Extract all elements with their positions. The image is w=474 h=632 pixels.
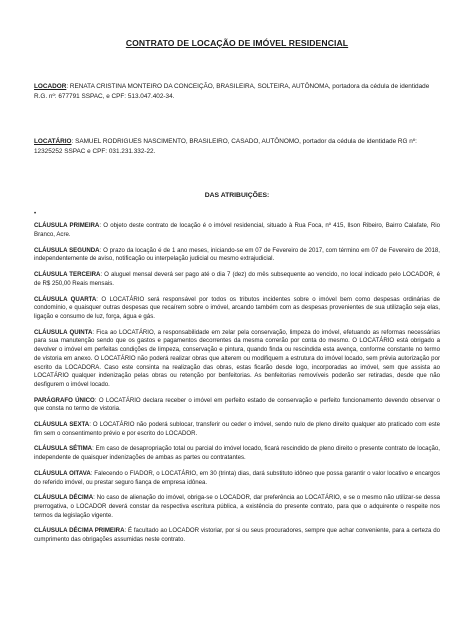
clause-heading: PARÁGRAFO ÚNICO [34,396,95,404]
clause-11 [34,527,440,544]
document-title: CONTRATO DE LOCAÇÃO DE IMÓVEL RESIDENCIAL [125,38,349,48]
locatario-paragraph [34,137,440,156]
bullet-marker: • [34,211,37,218]
clause-heading: CLÁUSULA DÉCIMA [34,494,94,502]
clause-text: : Em caso de desapropriação total ou parcial do imóvel locado, ficará rescindido de pleno direito o presente contrato de locação, independente de quaisquer indenizações de ambas as partes ou contratantes. [34,445,440,462]
clause-10 [34,494,440,520]
locador-label: LOCADOR [34,83,67,90]
clause-1 [34,222,440,239]
clause-heading: CLÁUSULA QUINTA [34,328,93,336]
clause-text: : O LOCATÁRIO declara receber o imóvel em perfeito estado de conservação e perfeito funcionamento devendo observar o que consta no termo de vistoria. [34,396,440,413]
clause-heading: CLÁUSULA DÉCIMA PRIMEIRA [34,527,125,535]
clause-8 [34,470,440,487]
clause-2 [34,247,440,264]
clause-text: : O LOCATÁRIO não poderá sublocar, transferir ou ceder o imóvel, sendo nulo de pleno direito qualquer ato praticado com este fim sem o consentimento prévio e por escrito do LOCADOR. [34,421,440,437]
paragrafo-unico [34,397,440,414]
clause-5 [34,329,440,390]
clause-text: : Fica ao LOCATÁRIO, a responsabilidade em zelar pela conservação, limpeza do imóvel, efetuando as reformas necessárias para sua manutenção sendo que os gastos e pagamentos decorrentes da mesma correrão por conta do mesmo. O LOCATÁRIO está obrigado a devolver o imóvel em perfeitas condições de limpeza, conservação e pintura, quando finda ou rescindida esta avença, conforme constante no termo de vistoria em anexo. O LOCATÁRIO não poderá realizar obras que alterem ou modifiquem a estrutura do imóvel locado, sem prévia autorização por escrito da LOCADORA. Caso este consinta na realização das obras, estas ficarão desde logo, incorporadas ao imóvel, sem que assista ao LOCATÁRIO qualquer indenização pelas obras ou retenção por benfeitorias. As benfeitorias removíveis poderão ser retiradas, desde que não desfigurem o imóvel locado. [34,328,440,388]
clause-3 [34,271,440,288]
clause-heading: CLÁUSULA SEGUNDA [34,246,100,254]
section-title: DAS ATRIBUIÇÕES: [204,192,270,200]
locatario-label: LOCATÁRIO [34,138,72,146]
clause-6 [34,421,440,438]
clause-4 [34,296,440,322]
locador-text: : RENATA CRISTINA MONTEIRO DA CONCEIÇÃO, BRASILEIRA, SOLTEIRA, AUTÔNOMA, portadora da cédula de identidade R.G. nº: 677791 SSPAC, e CPF: 513.047.402-34. [34,83,430,100]
clause-text: : Falecendo o FIADOR, o LOCATÁRIO, em 30 (trinta) dias, dará substituto idôneo que possa garantir o valor locativo e encargos do referido imóvel, ou prestar seguro fiança de empresa idônea. [34,469,440,486]
clause-heading: CLÁUSULA TERCEIRA [34,271,101,279]
clause-text: : O aluguel mensal deverá ser pago até o dia 7 (dez) do mês subsequente ao vencido, no local indicado pelo LOCADOR, é de R$ 250,00 Reais mensais. [34,271,440,287]
clause-7 [34,445,440,462]
clause-heading: CLÁUSULA SEXTA [34,421,90,429]
clause-heading: CLÁUSULA OITAVA [34,469,91,477]
clause-text: : O prazo da locação é de 1 ano meses, iniciando-se em 07 de Fevereiro de 2017, com término em 07 de Fevereiro de 2018, independentemente de aviso, notificação ou interpelação judicial ou mesmo extrajudicial. [34,246,440,263]
clause-heading: CLÁUSULA SÉTIMA [34,445,93,453]
clause-text: : No caso de alienação do imóvel, obriga-se o LOCADOR, dar preferência ao LOCATÁRIO, e se o mesmo não utilizar-se dessa prerrogativa, o LOCADOR deverá constar da respectiva escritura pública, a existência do presente contrato, para que o adquirente o respeite nos termos da legislação vigente. [34,494,441,519]
clause-heading: CLÁUSULA PRIMEIRA [34,222,100,230]
clause-text: : É facultado ao LOCADOR vistoriar, por si ou seus procuradores, sempre que achar conveniente, para a certeza do cumprimento das obrigações assumidas neste contrato. [34,527,440,544]
locatario-text: : SAMUEL RODRIGUES NASCIMENTO, BRASILEIRO, CASADO, AUTÔNOMO, portador da cédula de identidade RG nº: 12325252 SSPAC e CPF: 031.231.332-22. [34,138,417,155]
clause-heading: CLÁUSULA QUARTA [34,295,97,303]
clause-text: : O LOCATÁRIO será responsável por todos os tributos incidentes sobre o imóvel bem como despesas ordinárias de condomínio, e quaisquer outras despesas que recaírem sobre o imóvel, arcando também com as despesas provenientes de sua utilização seja elas, ligação e consumo de luz, força, água e gás. [34,295,440,320]
locador-paragraph [34,82,440,101]
clause-text: : O objeto deste contrato de locação é o imóvel residencial, situado à Rua Foca, nº 415, Ilson Ribeiro, Bairro Calafate, Rio Branco, Acre. [34,222,440,239]
